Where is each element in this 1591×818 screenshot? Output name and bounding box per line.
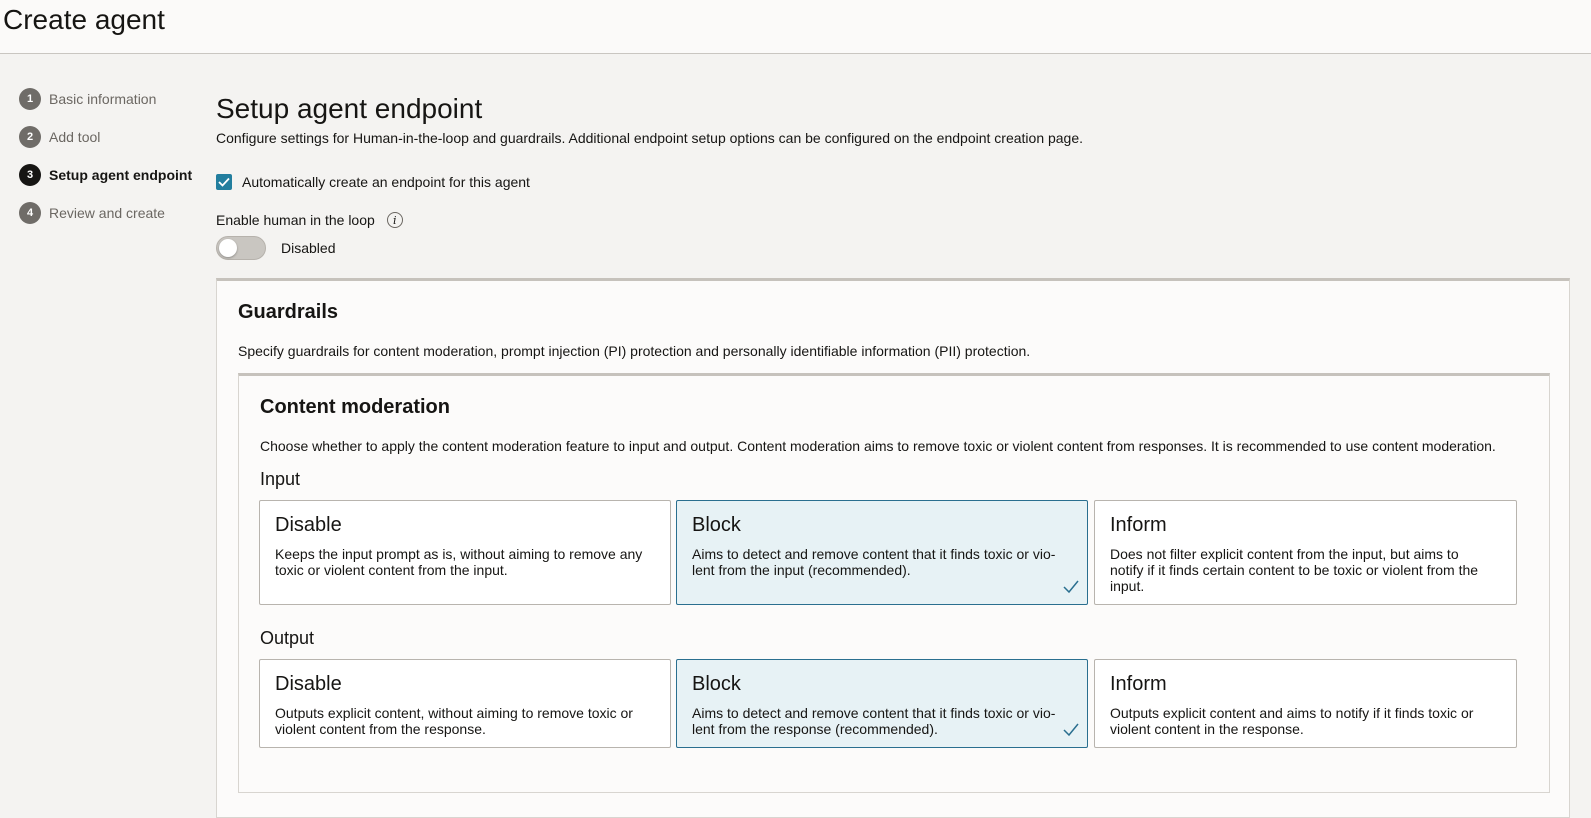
guardrails-title: Guardrails bbox=[238, 301, 339, 323]
step-setup-agent-endpoint[interactable] bbox=[19, 156, 192, 194]
guardrails-panel bbox=[216, 278, 1570, 818]
guardrails-description: Specify guardrails for content moderation, prompt injection (PI) protection and personally identifiable information (PII) protection. bbox=[238, 343, 1031, 359]
step-label: Setup agent endpoint bbox=[49, 167, 193, 183]
step-label: Add tool bbox=[49, 129, 101, 145]
step-basic-information[interactable] bbox=[19, 80, 192, 118]
page-header bbox=[0, 0, 1591, 54]
checkmark-icon bbox=[1063, 580, 1079, 594]
option-description: Keeps the input prompt as is, without aiming to remove any toxic or violent content from the input. bbox=[275, 546, 643, 578]
input-option-inform[interactable] bbox=[1094, 500, 1517, 605]
input-group-label: Input bbox=[260, 469, 301, 489]
option-description: Outputs explicit content, without aiming to remove toxic or violent content from the response. bbox=[275, 705, 633, 737]
output-option-disable[interactable] bbox=[259, 659, 671, 748]
option-title: Block bbox=[692, 673, 741, 695]
input-option-block[interactable] bbox=[676, 500, 1088, 605]
step-number: 3 bbox=[19, 164, 41, 186]
step-label: Basic information bbox=[49, 91, 157, 107]
info-icon[interactable]: i bbox=[387, 212, 403, 228]
step-add-tool[interactable] bbox=[19, 118, 192, 156]
page-title: Create agent bbox=[3, 4, 165, 35]
step-number: 1 bbox=[19, 88, 41, 110]
option-description: Aims to detect and remove content that it finds toxic or vio-lent from the response (recommended). bbox=[692, 705, 1056, 737]
hitl-toggle-state: Disabled bbox=[281, 240, 336, 256]
option-title: Disable bbox=[275, 673, 342, 695]
steps-nav bbox=[19, 80, 192, 232]
content-moderation-description: Choose whether to apply the content moderation feature to input and output. Content moderation aims to remove toxic or violent content from responses. It is recommended to use content moderation. bbox=[260, 438, 1496, 454]
section-description: Configure settings for Human-in-the-loop and guardrails. Additional endpoint setup options can be configured on the endpoint creation page. bbox=[216, 130, 1084, 146]
input-option-disable[interactable] bbox=[259, 500, 671, 605]
content-moderation-title: Content moderation bbox=[260, 396, 450, 418]
option-description: Aims to detect and remove content that it finds toxic or vio-lent from the input (recommended). bbox=[692, 546, 1056, 578]
auto-endpoint-row bbox=[216, 174, 1571, 190]
section-title: Setup agent endpoint bbox=[216, 93, 483, 124]
option-title: Inform bbox=[1110, 673, 1167, 695]
output-group-label: Output bbox=[260, 628, 315, 648]
output-option-inform[interactable] bbox=[1094, 659, 1517, 748]
checkmark-icon bbox=[1063, 723, 1079, 737]
option-title: Block bbox=[692, 514, 741, 536]
step-number: 2 bbox=[19, 126, 41, 148]
toggle-knob bbox=[219, 239, 237, 257]
output-option-block[interactable] bbox=[676, 659, 1088, 748]
hitl-toggle[interactable] bbox=[216, 236, 266, 260]
auto-endpoint-label: Automatically create an endpoint for this agent bbox=[242, 174, 530, 190]
endpoint-setup-section bbox=[216, 92, 1571, 260]
step-number: 4 bbox=[19, 202, 41, 224]
option-title: Disable bbox=[275, 514, 342, 536]
check-icon bbox=[218, 177, 230, 187]
step-review-and-create[interactable] bbox=[19, 194, 192, 232]
option-description: Outputs explicit content and aims to notify if it finds toxic or violent content in the response. bbox=[1110, 705, 1474, 737]
hitl-toggle-row bbox=[216, 236, 1571, 260]
hitl-label: Enable human in the loop bbox=[216, 212, 375, 228]
option-title: Inform bbox=[1110, 514, 1167, 536]
auto-endpoint-checkbox[interactable] bbox=[216, 174, 232, 190]
hitl-label-row bbox=[216, 212, 1571, 228]
step-label: Review and create bbox=[49, 205, 165, 221]
option-description: Does not filter explicit content from the input, but aims to notify if it finds certain content to be toxic or violent from the input. bbox=[1110, 546, 1479, 594]
content-moderation-panel bbox=[238, 373, 1550, 793]
